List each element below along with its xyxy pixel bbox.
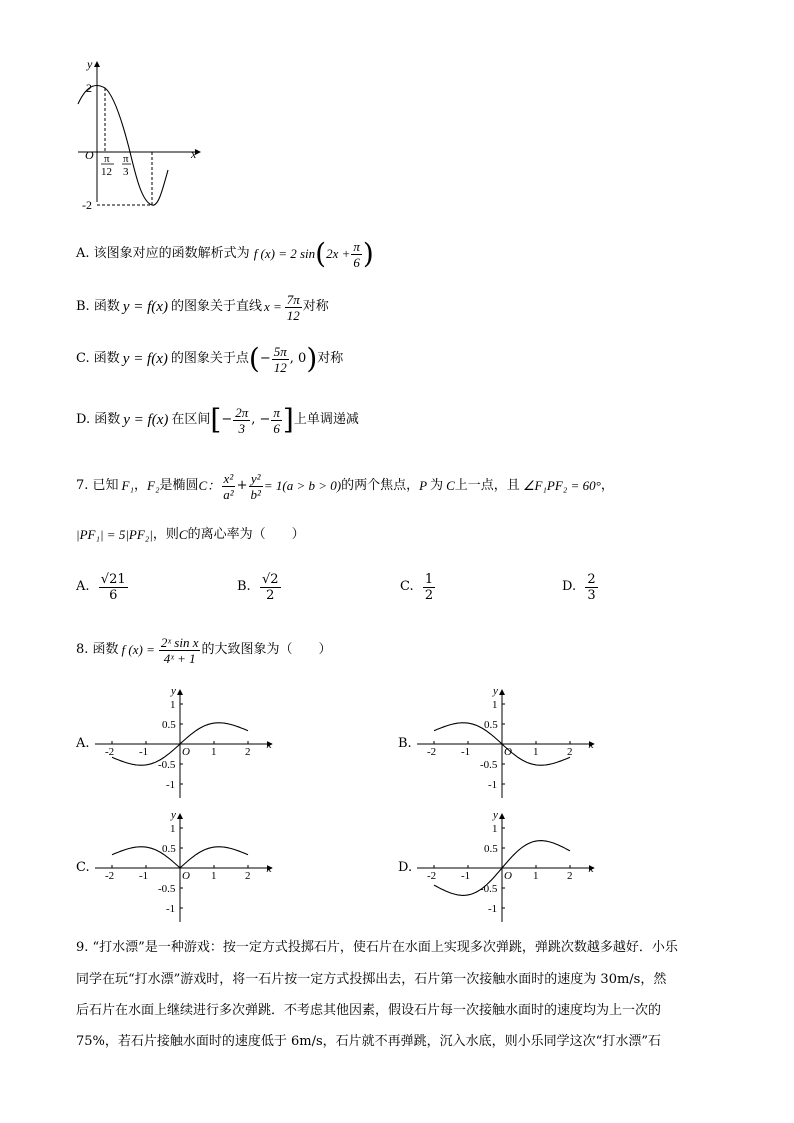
fraction: $\frac{5\pi}{12}$ <box>273 343 287 375</box>
option-text: 函数 <box>93 299 120 314</box>
option-text-2: 的图象关于直线 <box>170 299 262 314</box>
x-tick1-num: π <box>104 153 110 165</box>
x-tick-label: -2 <box>427 870 437 882</box>
option-text-2: 在区间 <box>171 412 211 427</box>
q7-text-e: 上一点，且 <box>454 478 520 493</box>
formula: f (x) = 2 sin <box>253 246 316 261</box>
x-tick-label: -1 <box>139 746 149 758</box>
y-tick-label: -0.5 <box>480 759 498 771</box>
q6-option-a: A. 该图象对应的函数解析式为 f (x) = 2 sin ( 2x + $\frac{\pi}{6}$ ) <box>76 237 374 270</box>
option-text-3: 对称 <box>302 299 329 314</box>
origin-label: O <box>504 870 512 882</box>
q7-text-d: 为 <box>430 478 444 493</box>
q9-line1: 9. “打水漂”是一种游戏：按一定方式投掷石片，使石片在水面上实现多次弹跳，弹跳次数越多越好．小乐 <box>76 940 678 955</box>
focus-f1: F₁ <box>121 478 135 493</box>
fraction-2: $\frac{\pi}{6}$ <box>273 404 280 436</box>
ellipse-frac-y: $\frac{\text{y²}}{\text{b²}}$ <box>250 470 261 502</box>
x-tick-label: 2 <box>245 746 251 758</box>
x-label: x <box>588 863 594 875</box>
q6-option-d: D. 函数 y = f(x) 在区间 [ − $\frac{2\pi}{3}$ , − $\frac{\pi}{6}$ ] 上单调递减 <box>76 403 359 436</box>
q7-text-g: ，则 <box>152 527 179 542</box>
x-tick2-num: π <box>123 153 129 165</box>
fraction: $\frac{2}{3}$ <box>587 571 596 603</box>
y-tick-label: -0.5 <box>158 759 176 771</box>
x-tick-label: 2 <box>567 746 573 758</box>
x-tick-label: 2 <box>245 870 251 882</box>
minus-sign: − <box>259 351 271 366</box>
q9-line4: 75%，若石片接触水面时的速度低于 6m/s，石片就不再弹跳，沉入水底，则小乐同学这次“打水漂”石 <box>76 1034 661 1049</box>
option-text: 函数 <box>93 351 120 366</box>
x-label: x <box>191 147 197 161</box>
y-label: y <box>493 812 498 821</box>
q7-option-c <box>400 568 436 606</box>
x-tick-label: 2 <box>567 870 573 882</box>
q8-suffix: 的大致图象为（ ） <box>201 642 332 657</box>
q7-option-d <box>562 568 599 606</box>
origin-label: O <box>85 148 94 162</box>
option-text: 函数 <box>94 412 121 427</box>
q9-line3: 后石片在水面上继续进行多次弹跳．不考虑其他因素，假设石片每一次接触水面时的速度均为上一次的 <box>76 1003 662 1018</box>
x-tick-label: -1 <box>139 870 149 882</box>
q8-fraction: $\frac{\text{2ˣ sin x}}{\text{4ˣ + 1}}$ <box>160 634 199 666</box>
ellipse-tail: = 1(a > b > 0) <box>263 478 342 493</box>
ellipse-name: C： <box>198 478 221 493</box>
q8-prefix: 8. 函数 <box>76 642 119 657</box>
y-tick-label: 1 <box>492 823 498 835</box>
y-tick-label: 0.5 <box>162 719 176 731</box>
y-tick-label: -0.5 <box>480 883 498 895</box>
y-tick-label: 1 <box>170 699 176 711</box>
fraction: $\frac{7\pi}{12}$ <box>286 291 300 323</box>
q8-stem <box>76 630 332 670</box>
option-label: C. <box>400 579 414 594</box>
q8-option-c-label: C. <box>76 860 90 875</box>
option-label: D. <box>76 412 91 427</box>
q7-option-b <box>237 568 282 606</box>
x-eq: x = <box>263 299 282 314</box>
interval-sep: , − <box>251 412 271 427</box>
point-p: P <box>419 478 428 493</box>
option-label: A. <box>76 246 90 261</box>
option-text: 该图象对应的函数解析式为 <box>93 246 250 261</box>
y-label: y <box>87 57 93 71</box>
x-tick-label: -2 <box>105 870 115 882</box>
x-tick-label: 1 <box>211 870 217 882</box>
fraction: $\frac{√2}{2}$ <box>261 571 279 603</box>
q9-line2: 同学在玩“打水漂”游戏时，将一石片按一定方式投掷出去，石片第一次接触水面时的速度为 30m/s，然 <box>76 972 667 987</box>
fraction: $\frac{√21}{6}$ <box>100 571 126 603</box>
y-tick-label: -1 <box>166 903 176 915</box>
fraction: $\frac{\pi}{6}$ <box>353 238 360 270</box>
y-label: y <box>493 688 498 697</box>
q6-option-b <box>76 289 329 325</box>
q8-graph-c <box>95 812 280 924</box>
option-text-3: 对称 <box>317 351 344 366</box>
focus-f2: F₂ <box>147 478 160 493</box>
q8-graph-a <box>95 688 280 800</box>
x-tick-label: -2 <box>105 746 115 758</box>
y-label: y <box>171 812 176 821</box>
function-expr: y = f(x) <box>122 351 168 367</box>
y-tick-label: 0.5 <box>484 843 498 855</box>
option-text-2: 的图象关于点 <box>170 351 249 366</box>
x-tick-label: -2 <box>427 746 437 758</box>
ellipse-name-3: C <box>178 527 188 542</box>
option-label: D. <box>562 579 577 594</box>
angle-expr: ∠F₁PF₂ = 60° <box>522 478 601 493</box>
q7-text-c: 的两个焦点， <box>341 478 420 493</box>
y-tick-label: -1 <box>488 779 498 791</box>
option-label: B. <box>237 579 251 594</box>
minus-sign: − <box>221 412 233 427</box>
ellipse-frac-x: $\frac{\text{x²}}{\text{a²}}$ <box>223 470 234 502</box>
q7-line2 <box>76 524 305 546</box>
y-tick-label: 0.5 <box>484 719 498 731</box>
distance-expr: |PF₁| = 5|PF₂| <box>76 527 153 542</box>
q8-graph-d <box>417 812 602 924</box>
x-tick-label: 1 <box>533 746 539 758</box>
ellipse-name-2: C <box>446 478 455 493</box>
x-tick-label: -1 <box>461 746 471 758</box>
q7-text-h: 的离心率为（ ） <box>187 527 305 542</box>
q7-text-f: ， <box>600 478 614 493</box>
y-tick-label: 1 <box>492 699 498 711</box>
x-tick-label: 1 <box>211 746 217 758</box>
origin-label: O <box>504 746 512 758</box>
q7-text-a: 7. 已知 <box>76 478 119 493</box>
x-tick-label: -1 <box>461 870 471 882</box>
fraction: $\frac{1}{2}$ <box>424 571 434 603</box>
q7-line1: 7. 已知 F₁ ， F₂ 是椭圆 C： $\frac{\text{x²}}{\text{a²}}$ + $\frac{\text{y²}}{\text{b²}}$ = 1(a > b > 0) 的两个焦点， P 为 C 上一点，且 ∠F₁PF₂ = 60° ， <box>76 470 614 502</box>
origin-label: O <box>182 870 190 882</box>
x-tick-label: 1 <box>533 870 539 882</box>
q6-graph <box>70 52 210 212</box>
point-tail: , 0 <box>289 351 307 366</box>
option-label: A. <box>76 579 90 594</box>
x-tick2-den: 3 <box>123 166 129 178</box>
q8-option-d-label: D. <box>398 860 413 875</box>
q8-graph-b <box>417 688 602 800</box>
function-expr: y = f(x) <box>122 299 168 315</box>
x-label: x <box>588 739 594 751</box>
option-label: C. <box>76 351 90 366</box>
y-tick-top: 2 <box>86 81 92 95</box>
q8-option-b-label: B. <box>398 736 412 751</box>
y-tick-label: 0.5 <box>162 843 176 855</box>
x-tick1-den: 12 <box>101 166 112 178</box>
comma: ， <box>134 478 148 493</box>
sine-curve <box>78 85 168 205</box>
origin-label: O <box>182 746 190 758</box>
q8-option-a-label: A. <box>76 736 90 751</box>
x-label: x <box>266 739 272 751</box>
y-label: y <box>171 688 176 697</box>
option-label: B. <box>76 299 90 314</box>
q6-option-c: C. 函数 y = f(x) 的图象关于点 ( − $\frac{5\pi}{12}$ , 0 ) 对称 <box>76 342 344 375</box>
formula-inner: 2x + <box>326 246 351 261</box>
fraction-1: $\frac{2\pi}{3}$ <box>235 404 249 436</box>
y-tick-label: -1 <box>488 903 498 915</box>
q7-text-b: 是椭圆 <box>159 478 199 493</box>
q8-fx: f (x) = <box>121 642 155 657</box>
y-tick-label: -1 <box>166 779 176 791</box>
q7-option-a <box>76 568 129 606</box>
y-tick-label: 1 <box>170 823 176 835</box>
option-text-3: 上单调递减 <box>293 412 359 427</box>
function-expr: y = f(x) <box>123 412 169 428</box>
y-tick-bottom: -2 <box>82 198 92 212</box>
y-tick-label: -0.5 <box>158 883 176 895</box>
x-label: x <box>266 863 272 875</box>
